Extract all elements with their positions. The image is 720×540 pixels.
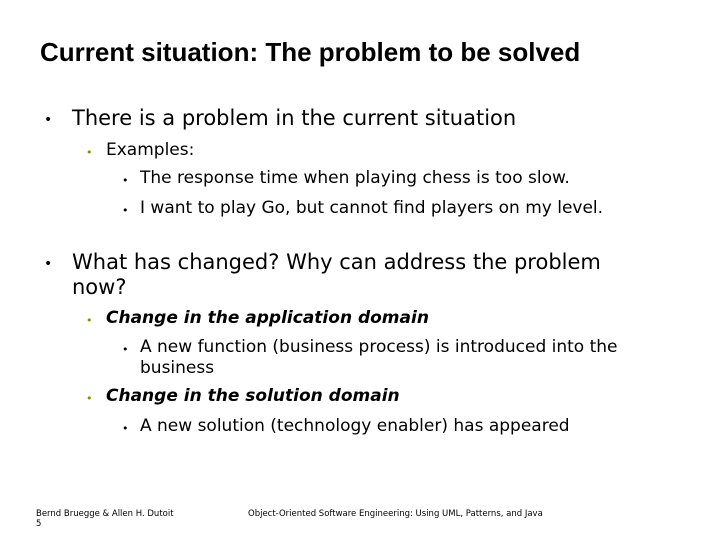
bullet-dot-icon: • [86,146,93,159]
slide-title: Current situation: The problem to be solved [40,37,581,67]
bullet-text: There is a problem in the current situation [72,106,517,130]
bullet-level1-changed [44,250,604,300]
bullet-dot-icon: • [122,174,129,187]
bullet-text: What has changed? Why can address the problem now? [72,250,601,299]
bullet-level2-examples [86,140,686,163]
bullet-level3-go [122,198,652,221]
bullet-level2-solution-domain [86,386,686,409]
bullet-level2-application-domain [86,308,686,331]
bullet-dot-icon: • [122,343,129,356]
bullet-text: The response time when playing chess is too slow. [140,168,570,188]
bullet-text: Change in the application domain [106,308,429,328]
bullet-dot-icon: • [44,256,53,272]
bullet-text: Examples: [106,140,195,160]
bullet-dot-icon: • [122,422,129,435]
footer-page-number: 5 [36,519,42,529]
bullet-level1-problem [44,106,684,133]
bullet-dot-icon: • [86,392,93,405]
bullet-text: A new solution (technology enabler) has appeared [140,416,570,436]
bullet-text: A new function (business process) is introduced into the business [140,337,618,378]
bullet-level3-new-solution [122,416,692,439]
bullet-level3-new-function [122,337,652,379]
bullet-dot-icon: • [44,112,53,128]
bullet-dot-icon: • [86,314,93,327]
footer-book-title: Object-Oriented Software Engineering: Using UML, Patterns, and Java [248,509,543,519]
bullet-dot-icon: • [122,204,129,217]
bullet-text: Change in the solution domain [106,386,400,406]
footer-authors: Bernd Bruegge & Allen H. Dutoit [36,509,174,519]
bullet-level3-chess [122,168,682,191]
bullet-text: I want to play Go, but cannot find players on my level. [140,198,604,218]
